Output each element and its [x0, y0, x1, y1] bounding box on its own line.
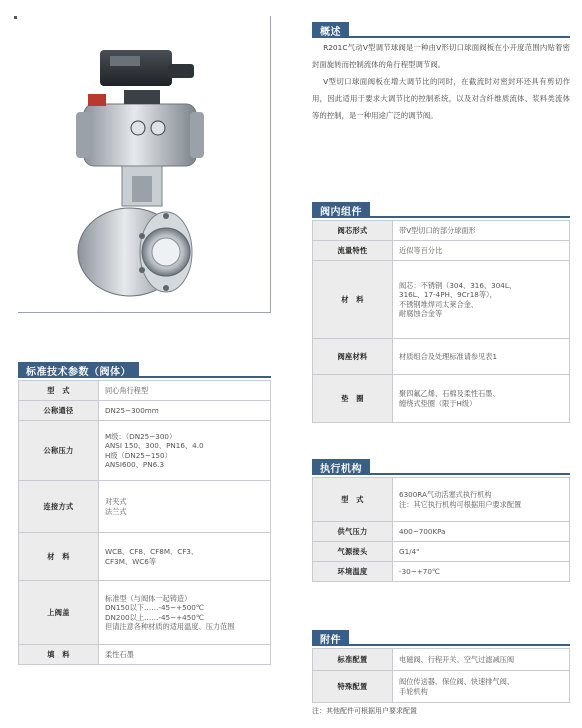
actuator-title: 执行机构: [312, 459, 370, 475]
row-key: 标准配置: [313, 649, 393, 671]
actuator-table: [312, 477, 570, 582]
value-line: 电磁阀、行程开关、空气过滤减压阀: [399, 654, 515, 664]
value-line: ANSI600、PN6.3: [105, 460, 165, 469]
row-value: [99, 581, 271, 645]
value-line: M级：（DN25~300）: [105, 431, 177, 441]
row-value: [99, 645, 271, 665]
overview-text: [312, 39, 570, 124]
value-line: 316L、17-4PH、9Cr18等），: [399, 290, 497, 299]
overview-paragraph-1: R201C气动V型调节球阀是一种由V形切口球面阀板在小开度范围内贴着密封面旋转而控制流体的角行程型调节阀。: [312, 43, 570, 69]
table-row: [19, 533, 271, 581]
value-line: DN150以下……-45~+500℃: [105, 603, 204, 612]
value-line: -30~+70℃: [399, 566, 441, 576]
standard-table: [18, 380, 271, 665]
value-line: DN200以上……-45~+450℃: [105, 612, 204, 622]
row-key: 公称通径: [19, 401, 99, 421]
value-line: 缠绕式垫圈（限于H级）: [399, 398, 477, 408]
overview-title: 概述: [312, 22, 349, 38]
row-value: [393, 375, 570, 423]
row-key: 材 料: [313, 261, 393, 339]
row-key: 填 料: [19, 645, 99, 665]
row-value: [393, 522, 570, 542]
table-row: [19, 645, 271, 665]
value-line: 近似等百分比: [399, 245, 443, 255]
standard-title: 标准技术参数（阀体）: [18, 362, 139, 378]
row-key: 供气压力: [313, 522, 393, 542]
table-row: [313, 221, 570, 241]
accessories-header: [312, 630, 570, 646]
product-photo-frame: [18, 16, 271, 313]
accessories-table: [312, 648, 570, 703]
table-row: [313, 542, 570, 562]
internals-header: [312, 202, 570, 218]
value-line: 柔性石墨: [105, 649, 134, 659]
row-key: 型 式: [313, 478, 393, 522]
row-value: [99, 533, 271, 581]
value-line: 6300RA气动活塞式执行机构: [399, 490, 492, 499]
value-line: 同心角行程型: [105, 385, 149, 395]
internals-table: [312, 220, 570, 423]
row-value: [393, 542, 570, 562]
row-key: 型 式: [19, 381, 99, 401]
row-value: [393, 562, 570, 582]
row-key: 阀芯形式: [313, 221, 393, 241]
table-row: [19, 421, 271, 481]
value-line: 但请注意各种材质的适用温度、压力范围: [105, 622, 235, 631]
table-row: [313, 522, 570, 542]
table-row: [19, 401, 271, 421]
value-line: 阀芯：不锈钢（304、316、304L、: [399, 280, 517, 290]
row-value: [99, 401, 271, 421]
footnote: 注：其他配件可根据用户要求配置: [312, 707, 417, 715]
table-row: [313, 649, 570, 671]
row-value: [393, 649, 570, 671]
value-line: 阀位传送器、保位阀、快速排气阀、: [399, 677, 515, 686]
value-line: 注：其它执行机构可根据用户要求配置: [399, 499, 522, 509]
value-line: 带V型切口的部分球面形: [399, 225, 476, 235]
overview-header: [312, 22, 570, 38]
row-value: [393, 241, 570, 261]
value-line: CF3M、WC6等: [105, 556, 157, 566]
positioner-box: [100, 50, 172, 86]
value-line: ANSI 150、300、PN16、4.0: [105, 441, 204, 450]
value-line: WCB、CF8、CF8M、CF3、: [105, 547, 199, 556]
table-row: [313, 671, 570, 703]
table-row: [19, 381, 271, 401]
value-line: 聚四氟乙烯、石棉及柔性石墨、: [399, 389, 500, 398]
value-line: 耐腐蚀合金等: [399, 309, 443, 318]
row-value: [393, 261, 570, 339]
row-value: [393, 478, 570, 522]
corner-mark: [14, 16, 17, 19]
row-key: 阀座材料: [313, 339, 393, 375]
row-key: 公称压力: [19, 421, 99, 481]
value-line: 对夹式: [105, 497, 127, 506]
value-line: 材质组合及处理标准请参见表1: [399, 351, 498, 361]
overview-paragraph-2: V型切口球面阀板在增大调节比的同时，在截流时对密封环还具有剪切作用，因此适用于要求大调节比的控制系统，以及对含纤维质流体、浆料类流体等的控制，是一种用途广泛的调节阀。: [312, 77, 570, 120]
table-row: [19, 581, 271, 645]
row-value: [99, 481, 271, 533]
table-row: [313, 241, 570, 261]
table-row: [19, 481, 271, 533]
table-row: [313, 478, 570, 522]
value-line: 标准型（与阀体一起铸造）: [105, 593, 192, 603]
row-key: 材 料: [19, 533, 99, 581]
table-row: [313, 339, 570, 375]
row-value: [393, 671, 570, 703]
internals-title: 阀内组件: [312, 202, 370, 218]
row-key: 流量特性: [313, 241, 393, 261]
row-key: 气源接头: [313, 542, 393, 562]
row-key: 环境温度: [313, 562, 393, 582]
value-line: 不锈钢堆焊司太莱合金、: [399, 299, 479, 309]
value-line: 400~700KPa: [399, 526, 446, 536]
table-row: [313, 562, 570, 582]
row-key: 特殊配置: [313, 671, 393, 703]
value-line: 法兰式: [105, 506, 127, 516]
actuator-header: [312, 459, 570, 475]
accessories-title: 附件: [312, 630, 349, 646]
table-row: [313, 375, 570, 423]
row-key: 上阀盖: [19, 581, 99, 645]
row-key: 连接方式: [19, 481, 99, 533]
value-line: G1/4": [399, 546, 420, 556]
table-row: [313, 261, 570, 339]
row-value: [99, 381, 271, 401]
row-value: [393, 339, 570, 375]
value-line: DN25~300mm: [105, 405, 159, 415]
value-line: H级（DN25~150）: [105, 450, 172, 460]
value-line: 手轮机构: [399, 686, 428, 696]
standard-header: [18, 362, 271, 378]
row-value: [99, 421, 271, 481]
valve-illustration: [18, 16, 271, 313]
row-key: 垫 圈: [313, 375, 393, 423]
row-value: [393, 221, 570, 241]
